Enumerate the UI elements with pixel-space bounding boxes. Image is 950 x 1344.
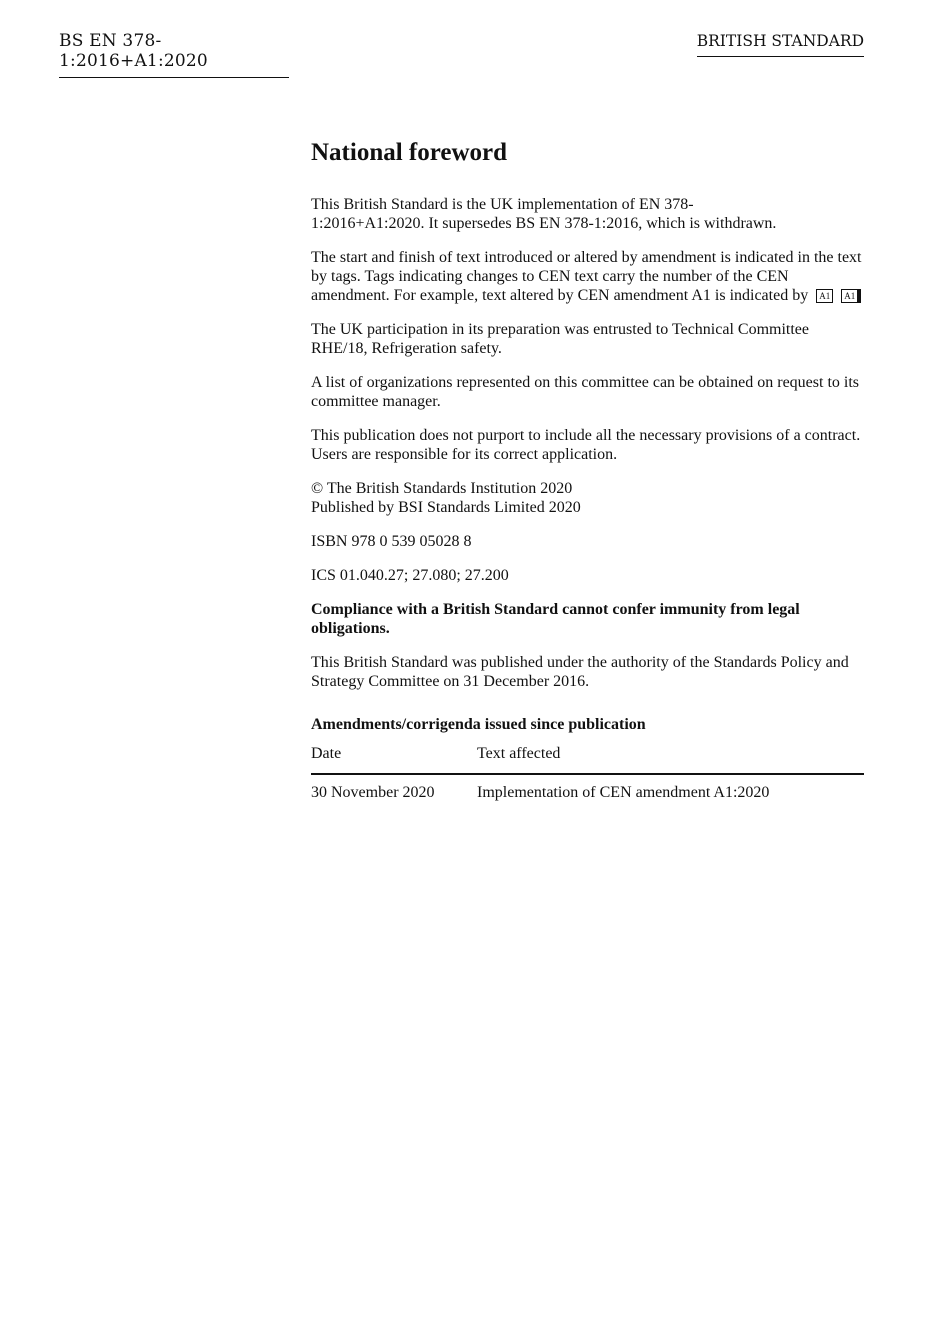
document-id: BS EN 378-1:2016+A1:2020 [59, 31, 289, 78]
amendments-table [311, 742, 864, 802]
paragraph-implementation: This British Standard is the UK implementation of EN 378-1:2016+A1:2020. It supersedes BS EN 378-1:2016, which is withdrawn. [311, 196, 777, 232]
paragraph-organizations: A list of organizations represented on this committee can be obtained on request to its committee manager. [311, 374, 860, 410]
amendment-start-tag-icon: A1 [816, 289, 833, 303]
table-row [311, 774, 864, 802]
amendment-text-affected: Implementation of CEN amendment A1:2020 [477, 784, 770, 801]
foreword-content [311, 138, 867, 802]
authority-statement: This British Standard was published under the authority of the Standards Policy and Strategy Committee on 31 December 2016. [311, 654, 849, 690]
series-label: BRITISH STANDARD [697, 32, 864, 57]
page-title: National foreword [311, 139, 508, 166]
compliance-notice: Compliance with a British Standard cannot confer immunity from legal obligations. [311, 601, 800, 637]
amendment-date: 30 November 2020 [311, 784, 435, 801]
paragraph-committee: The UK participation in its preparation was entrusted to Technical Committee RHE/18, Refrigeration safety. [311, 321, 809, 357]
table-header-row [311, 742, 864, 774]
copyright-block [311, 479, 867, 517]
amendments-heading: Amendments/corrigenda issued since publication [311, 716, 646, 733]
column-header-date: Date [311, 742, 477, 774]
publisher: Published by BSI Standards Limited 2020 [311, 499, 581, 516]
paragraph-provisions: This publication does not purport to include all the necessary provisions of a contract. Users are responsible for its correct application. [311, 427, 861, 463]
copyright: © The British Standards Institution 2020 [311, 480, 573, 497]
column-header-text-affected: Text affected [477, 742, 864, 774]
paragraph-tags [311, 248, 867, 305]
amendment-end-tag-icon: A1 [841, 289, 861, 303]
paragraph-tags-text: The start and finish of text introduced or altered by amendment is indicated in the text by tags. Tags indicating changes to CEN text carry the number of the CEN amendment. For example, text altered by CEN amendment A1 is indicated by [311, 249, 862, 304]
isbn: ISBN 978 0 539 05028 8 [311, 533, 472, 550]
ics: ICS 01.040.27; 27.080; 27.200 [311, 567, 509, 584]
